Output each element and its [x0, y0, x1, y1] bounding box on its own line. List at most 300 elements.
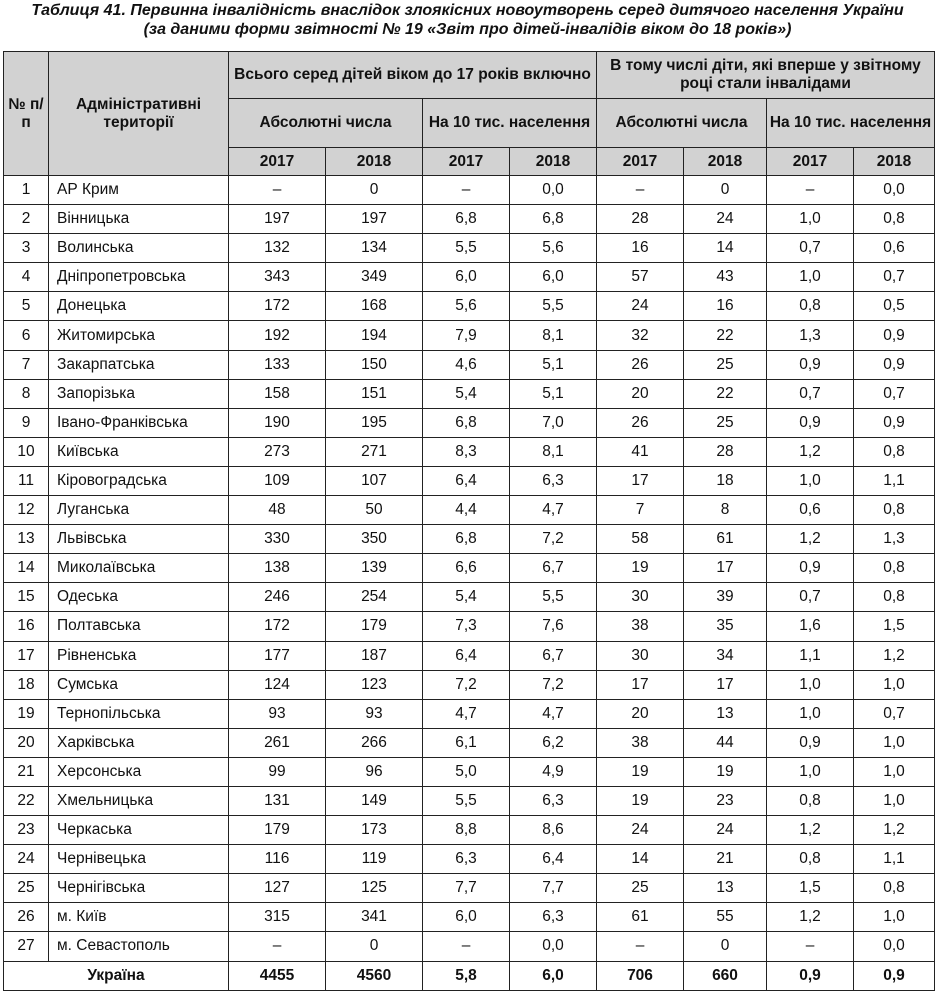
- header-absolute-new: Абсолютні числа: [597, 99, 767, 148]
- territory-name: Запорізька: [49, 379, 229, 408]
- value-cell: 32: [597, 321, 684, 350]
- caption-subtitle: (за даними форми звітності № 19 «Звіт про дітей-інвалідів віком до 18 років»): [143, 21, 792, 38]
- territory-name: Волинська: [49, 234, 229, 263]
- territory-name: Вінницька: [49, 205, 229, 234]
- header-absolute-all: Абсолютні числа: [229, 99, 423, 148]
- value-cell: 133: [229, 350, 326, 379]
- table-row: [4, 321, 935, 350]
- value-cell: 24: [597, 292, 684, 321]
- territory-name: АР Крим: [49, 176, 229, 205]
- value-cell: 6,3: [510, 786, 597, 815]
- row-number: 24: [4, 845, 49, 874]
- value-cell: 1,2: [767, 525, 854, 554]
- header-year: 2018: [326, 148, 423, 176]
- value-cell: 6,7: [510, 641, 597, 670]
- value-cell: 5,5: [510, 583, 597, 612]
- value-cell: –: [229, 176, 326, 205]
- value-cell: 1,0: [767, 699, 854, 728]
- value-cell: 0,8: [854, 583, 935, 612]
- value-cell: 1,2: [767, 903, 854, 932]
- territory-name: Харківська: [49, 728, 229, 757]
- value-cell: 116: [229, 845, 326, 874]
- row-number: 9: [4, 408, 49, 437]
- territory-name: м. Севастополь: [49, 932, 229, 961]
- value-cell: 119: [326, 845, 423, 874]
- value-cell: 0,7: [854, 379, 935, 408]
- value-cell: 6,6: [423, 554, 510, 583]
- value-cell: 0,7: [854, 699, 935, 728]
- territory-name: Закарпатська: [49, 350, 229, 379]
- value-cell: 0,6: [854, 234, 935, 263]
- total-cell: 6,0: [510, 961, 597, 990]
- row-number: 14: [4, 554, 49, 583]
- caption-title: Таблиця 41. Первинна інвалідність внаслідок злоякісних новоутворень серед дитячого населення України: [31, 2, 904, 19]
- value-cell: 150: [326, 350, 423, 379]
- territory-name: Кіровоградська: [49, 466, 229, 495]
- row-number: 10: [4, 437, 49, 466]
- value-cell: 21: [684, 845, 767, 874]
- value-cell: 30: [597, 583, 684, 612]
- value-cell: 194: [326, 321, 423, 350]
- value-cell: 187: [326, 641, 423, 670]
- value-cell: 1,3: [767, 321, 854, 350]
- value-cell: 179: [326, 612, 423, 641]
- value-cell: 177: [229, 641, 326, 670]
- value-cell: 0,9: [767, 350, 854, 379]
- value-cell: 149: [326, 786, 423, 815]
- value-cell: 4,7: [423, 699, 510, 728]
- value-cell: 1,6: [767, 612, 854, 641]
- row-number: 18: [4, 670, 49, 699]
- row-number: 4: [4, 263, 49, 292]
- value-cell: 197: [326, 205, 423, 234]
- value-cell: 1,0: [767, 670, 854, 699]
- value-cell: 7,2: [510, 525, 597, 554]
- value-cell: 5,0: [423, 757, 510, 786]
- value-cell: 195: [326, 408, 423, 437]
- value-cell: 6,7: [510, 554, 597, 583]
- value-cell: 5,6: [423, 292, 510, 321]
- value-cell: 43: [684, 263, 767, 292]
- header-number: № п/п: [4, 52, 49, 176]
- value-cell: 8,3: [423, 437, 510, 466]
- value-cell: 123: [326, 670, 423, 699]
- territory-name: Житомирська: [49, 321, 229, 350]
- value-cell: 25: [684, 408, 767, 437]
- table-row: [4, 612, 935, 641]
- value-cell: 0: [684, 932, 767, 961]
- value-cell: 19: [684, 757, 767, 786]
- table-row: [4, 263, 935, 292]
- value-cell: 0,8: [854, 554, 935, 583]
- data-table: [3, 51, 935, 991]
- table-row: [4, 496, 935, 525]
- value-cell: 0,9: [767, 554, 854, 583]
- row-number: 7: [4, 350, 49, 379]
- header-year: 2017: [767, 148, 854, 176]
- value-cell: 7,6: [510, 612, 597, 641]
- value-cell: –: [423, 932, 510, 961]
- value-cell: 93: [326, 699, 423, 728]
- value-cell: 132: [229, 234, 326, 263]
- value-cell: 5,4: [423, 583, 510, 612]
- value-cell: 341: [326, 903, 423, 932]
- row-number: 26: [4, 903, 49, 932]
- table-row: [4, 816, 935, 845]
- territory-name: Київська: [49, 437, 229, 466]
- table-row: [4, 205, 935, 234]
- value-cell: 0,9: [767, 728, 854, 757]
- value-cell: 1,0: [767, 205, 854, 234]
- value-cell: 6,0: [510, 263, 597, 292]
- value-cell: 0,8: [854, 496, 935, 525]
- value-cell: 0: [326, 932, 423, 961]
- value-cell: 0,8: [854, 874, 935, 903]
- value-cell: –: [767, 176, 854, 205]
- value-cell: 254: [326, 583, 423, 612]
- value-cell: 271: [326, 437, 423, 466]
- total-cell: 5,8: [423, 961, 510, 990]
- value-cell: 38: [597, 612, 684, 641]
- value-cell: 0,8: [854, 205, 935, 234]
- value-cell: 28: [597, 205, 684, 234]
- table-row: [4, 670, 935, 699]
- value-cell: 18: [684, 466, 767, 495]
- value-cell: 172: [229, 292, 326, 321]
- table-row: [4, 234, 935, 263]
- table-row: [4, 786, 935, 815]
- value-cell: 1,0: [854, 670, 935, 699]
- value-cell: 1,0: [767, 263, 854, 292]
- value-cell: 1,0: [854, 757, 935, 786]
- table-row: [4, 554, 935, 583]
- value-cell: 139: [326, 554, 423, 583]
- value-cell: 24: [597, 816, 684, 845]
- value-cell: 0,7: [767, 583, 854, 612]
- value-cell: 0,5: [854, 292, 935, 321]
- value-cell: 50: [326, 496, 423, 525]
- value-cell: 39: [684, 583, 767, 612]
- header-per10k-new: На 10 тис. населення: [767, 99, 935, 148]
- row-number: 16: [4, 612, 49, 641]
- value-cell: 20: [597, 699, 684, 728]
- value-cell: 1,2: [767, 816, 854, 845]
- value-cell: 109: [229, 466, 326, 495]
- value-cell: 61: [684, 525, 767, 554]
- territory-name: Івано-Франківська: [49, 408, 229, 437]
- row-number: 27: [4, 932, 49, 961]
- header-year: 2017: [229, 148, 326, 176]
- value-cell: 41: [597, 437, 684, 466]
- value-cell: 30: [597, 641, 684, 670]
- value-cell: 330: [229, 525, 326, 554]
- value-cell: 125: [326, 874, 423, 903]
- value-cell: 44: [684, 728, 767, 757]
- value-cell: 38: [597, 728, 684, 757]
- row-number: 15: [4, 583, 49, 612]
- value-cell: 99: [229, 757, 326, 786]
- total-label: Україна: [4, 961, 229, 990]
- value-cell: 315: [229, 903, 326, 932]
- territory-name: Дніпропетровська: [49, 263, 229, 292]
- value-cell: 28: [684, 437, 767, 466]
- value-cell: 350: [326, 525, 423, 554]
- value-cell: 14: [684, 234, 767, 263]
- table-caption: [0, 0, 935, 39]
- total-cell: 706: [597, 961, 684, 990]
- value-cell: –: [597, 176, 684, 205]
- header-group-all: Всього серед дітей віком до 17 років включно: [229, 52, 597, 99]
- value-cell: 1,0: [854, 786, 935, 815]
- value-cell: 1,2: [854, 641, 935, 670]
- value-cell: 4,7: [510, 699, 597, 728]
- row-number: 22: [4, 786, 49, 815]
- territory-name: Херсонська: [49, 757, 229, 786]
- value-cell: 190: [229, 408, 326, 437]
- value-cell: 0,9: [767, 408, 854, 437]
- value-cell: 6,0: [423, 263, 510, 292]
- value-cell: 25: [597, 874, 684, 903]
- value-cell: 24: [684, 816, 767, 845]
- value-cell: –: [229, 932, 326, 961]
- table-row: [4, 845, 935, 874]
- value-cell: 124: [229, 670, 326, 699]
- value-cell: 16: [684, 292, 767, 321]
- territory-name: Чернігівська: [49, 874, 229, 903]
- table-row: [4, 728, 935, 757]
- total-row: [4, 961, 935, 990]
- value-cell: 5,5: [423, 234, 510, 263]
- value-cell: 26: [597, 350, 684, 379]
- value-cell: 7,7: [510, 874, 597, 903]
- value-cell: 6,8: [423, 408, 510, 437]
- table-row: [4, 874, 935, 903]
- value-cell: 0,7: [767, 379, 854, 408]
- table-row: [4, 903, 935, 932]
- value-cell: 273: [229, 437, 326, 466]
- value-cell: 13: [684, 874, 767, 903]
- value-cell: 1,0: [854, 728, 935, 757]
- value-cell: –: [597, 932, 684, 961]
- value-cell: 17: [597, 670, 684, 699]
- value-cell: 1,1: [854, 466, 935, 495]
- value-cell: 19: [597, 554, 684, 583]
- territory-name: Черкаська: [49, 816, 229, 845]
- value-cell: 0,9: [854, 321, 935, 350]
- value-cell: 6,4: [423, 466, 510, 495]
- value-cell: 349: [326, 263, 423, 292]
- table-row: [4, 699, 935, 728]
- value-cell: 8,8: [423, 816, 510, 845]
- row-number: 17: [4, 641, 49, 670]
- value-cell: 17: [684, 554, 767, 583]
- header-year: 2018: [684, 148, 767, 176]
- value-cell: 93: [229, 699, 326, 728]
- value-cell: 7,3: [423, 612, 510, 641]
- value-cell: 19: [597, 786, 684, 815]
- value-cell: 96: [326, 757, 423, 786]
- territory-name: Хмельницька: [49, 786, 229, 815]
- value-cell: 8: [684, 496, 767, 525]
- value-cell: 134: [326, 234, 423, 263]
- value-cell: 1,5: [767, 874, 854, 903]
- value-cell: 48: [229, 496, 326, 525]
- table-row: [4, 350, 935, 379]
- value-cell: 4,9: [510, 757, 597, 786]
- row-number: 11: [4, 466, 49, 495]
- value-cell: 26: [597, 408, 684, 437]
- value-cell: 6,4: [510, 845, 597, 874]
- value-cell: 158: [229, 379, 326, 408]
- value-cell: 6,3: [510, 466, 597, 495]
- value-cell: 55: [684, 903, 767, 932]
- value-cell: 7,2: [423, 670, 510, 699]
- value-cell: 107: [326, 466, 423, 495]
- header-year: 2017: [597, 148, 684, 176]
- value-cell: 1,0: [767, 757, 854, 786]
- value-cell: 1,1: [854, 845, 935, 874]
- value-cell: 34: [684, 641, 767, 670]
- row-number: 23: [4, 816, 49, 845]
- table-row: [4, 176, 935, 205]
- row-number: 1: [4, 176, 49, 205]
- table-row: [4, 641, 935, 670]
- value-cell: 0,8: [767, 786, 854, 815]
- value-cell: 7,2: [510, 670, 597, 699]
- table-row: [4, 379, 935, 408]
- value-cell: 7: [597, 496, 684, 525]
- table-body: [4, 176, 935, 962]
- row-number: 19: [4, 699, 49, 728]
- total-cell: 4455: [229, 961, 326, 990]
- table-row: [4, 525, 935, 554]
- value-cell: 266: [326, 728, 423, 757]
- row-number: 21: [4, 757, 49, 786]
- value-cell: 138: [229, 554, 326, 583]
- value-cell: 6,3: [423, 845, 510, 874]
- value-cell: 0,0: [510, 176, 597, 205]
- value-cell: 5,1: [510, 350, 597, 379]
- value-cell: 1,3: [854, 525, 935, 554]
- value-cell: 8,1: [510, 321, 597, 350]
- territory-name: Миколаївська: [49, 554, 229, 583]
- value-cell: 0,9: [854, 408, 935, 437]
- header-territory: Адміністративні території: [49, 52, 229, 176]
- header-per10k-all: На 10 тис. населення: [423, 99, 597, 148]
- value-cell: 343: [229, 263, 326, 292]
- table-row: [4, 757, 935, 786]
- value-cell: 151: [326, 379, 423, 408]
- row-number: 5: [4, 292, 49, 321]
- value-cell: 14: [597, 845, 684, 874]
- value-cell: 131: [229, 786, 326, 815]
- value-cell: 192: [229, 321, 326, 350]
- value-cell: 4,6: [423, 350, 510, 379]
- row-number: 8: [4, 379, 49, 408]
- value-cell: 1,2: [854, 816, 935, 845]
- value-cell: 7,7: [423, 874, 510, 903]
- value-cell: 0,0: [510, 932, 597, 961]
- total-cell: 0,9: [767, 961, 854, 990]
- value-cell: 1,1: [767, 641, 854, 670]
- table-row: [4, 437, 935, 466]
- value-cell: 22: [684, 321, 767, 350]
- table-row: [4, 466, 935, 495]
- value-cell: 6,3: [510, 903, 597, 932]
- value-cell: 197: [229, 205, 326, 234]
- value-cell: 0,9: [854, 350, 935, 379]
- value-cell: 261: [229, 728, 326, 757]
- value-cell: 6,8: [423, 525, 510, 554]
- value-cell: 35: [684, 612, 767, 641]
- total-cell: 0,9: [854, 961, 935, 990]
- value-cell: 17: [597, 466, 684, 495]
- value-cell: 5,1: [510, 379, 597, 408]
- value-cell: 6,8: [423, 205, 510, 234]
- value-cell: 24: [684, 205, 767, 234]
- territory-name: м. Київ: [49, 903, 229, 932]
- value-cell: 20: [597, 379, 684, 408]
- value-cell: 1,0: [767, 466, 854, 495]
- row-number: 3: [4, 234, 49, 263]
- value-cell: 246: [229, 583, 326, 612]
- row-number: 25: [4, 874, 49, 903]
- value-cell: 0,7: [767, 234, 854, 263]
- value-cell: 22: [684, 379, 767, 408]
- value-cell: 19: [597, 757, 684, 786]
- value-cell: 4,4: [423, 496, 510, 525]
- value-cell: 7,0: [510, 408, 597, 437]
- value-cell: 173: [326, 816, 423, 845]
- header-year: 2018: [510, 148, 597, 176]
- value-cell: –: [423, 176, 510, 205]
- value-cell: 0,6: [767, 496, 854, 525]
- value-cell: 25: [684, 350, 767, 379]
- territory-name: Сумська: [49, 670, 229, 699]
- header-year: 2018: [854, 148, 935, 176]
- value-cell: 17: [684, 670, 767, 699]
- row-number: 6: [4, 321, 49, 350]
- territory-name: Донецька: [49, 292, 229, 321]
- row-number: 13: [4, 525, 49, 554]
- value-cell: 58: [597, 525, 684, 554]
- value-cell: 1,5: [854, 612, 935, 641]
- territory-name: Луганська: [49, 496, 229, 525]
- value-cell: 6,2: [510, 728, 597, 757]
- value-cell: 5,4: [423, 379, 510, 408]
- value-cell: 5,5: [423, 786, 510, 815]
- value-cell: 57: [597, 263, 684, 292]
- total-cell: 660: [684, 961, 767, 990]
- header-group-new: В тому числі діти, які вперше у звітному році стали інвалідами: [597, 52, 935, 99]
- value-cell: 0,0: [854, 932, 935, 961]
- value-cell: 0,8: [767, 292, 854, 321]
- row-number: 12: [4, 496, 49, 525]
- value-cell: 5,6: [510, 234, 597, 263]
- value-cell: 16: [597, 234, 684, 263]
- value-cell: 0,8: [854, 437, 935, 466]
- header-year: 2017: [423, 148, 510, 176]
- value-cell: 6,1: [423, 728, 510, 757]
- value-cell: 4,7: [510, 496, 597, 525]
- territory-name: Львівська: [49, 525, 229, 554]
- territory-name: Чернівецька: [49, 845, 229, 874]
- value-cell: 8,1: [510, 437, 597, 466]
- value-cell: 6,0: [423, 903, 510, 932]
- value-cell: 0: [326, 176, 423, 205]
- value-cell: 13: [684, 699, 767, 728]
- territory-name: Одеська: [49, 583, 229, 612]
